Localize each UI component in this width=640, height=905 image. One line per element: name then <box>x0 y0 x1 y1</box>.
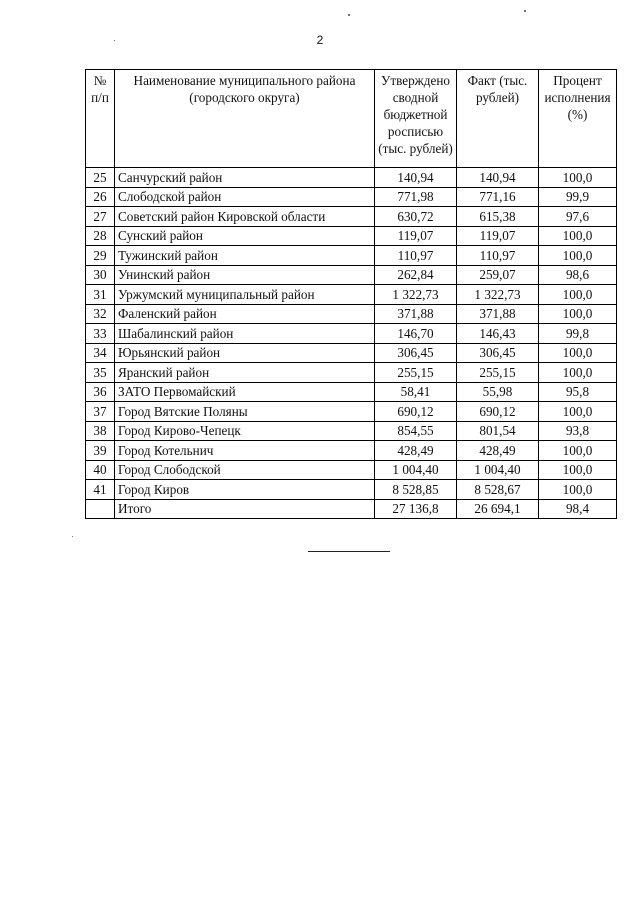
district-name: Сунский район <box>115 226 375 246</box>
approved-amount: 306,45 <box>375 343 457 363</box>
row-number: 32 <box>86 304 115 324</box>
row-number: 27 <box>86 207 115 227</box>
district-name: Уржумский муниципальный район <box>115 285 375 305</box>
separator-line <box>308 551 390 552</box>
row-number: 29 <box>86 246 115 266</box>
header-fact: Факт (тыс. рублей) <box>457 70 539 168</box>
table-row <box>86 207 617 227</box>
fact-amount: 771,16 <box>457 187 539 207</box>
execution-percent: 100,0 <box>539 343 617 363</box>
fact-amount: 428,49 <box>457 441 539 461</box>
district-name: Фаленский район <box>115 304 375 324</box>
fact-amount: 801,54 <box>457 421 539 441</box>
row-number: 35 <box>86 363 115 383</box>
approved-amount: 690,12 <box>375 402 457 422</box>
approved-amount: 854,55 <box>375 421 457 441</box>
approved-amount: 146,70 <box>375 324 457 344</box>
header-name: Наименование муниципального района (городского округа) <box>115 70 375 168</box>
scan-speck <box>348 14 350 16</box>
district-name: Советский район Кировской области <box>115 207 375 227</box>
scan-speck <box>114 40 115 41</box>
table-row <box>86 441 617 461</box>
row-number: 25 <box>86 168 115 188</box>
execution-percent: 97,6 <box>539 207 617 227</box>
execution-percent: 100,0 <box>539 402 617 422</box>
approved-amount: 630,72 <box>375 207 457 227</box>
fact-amount: 119,07 <box>457 226 539 246</box>
district-name: Тужинский район <box>115 246 375 266</box>
approved-amount: 1 322,73 <box>375 285 457 305</box>
district-name: Город Вятские Поляны <box>115 402 375 422</box>
table-row <box>86 324 617 344</box>
table-row <box>86 285 617 305</box>
table-row <box>86 304 617 324</box>
row-number: 31 <box>86 285 115 305</box>
table-row <box>86 382 617 402</box>
row-number <box>86 499 115 519</box>
district-name: ЗАТО Первомайский <box>115 382 375 402</box>
approved-amount: 771,98 <box>375 187 457 207</box>
budget-execution-table <box>85 69 617 519</box>
fact-amount: 690,12 <box>457 402 539 422</box>
fact-amount: 146,43 <box>457 324 539 344</box>
district-name: Город Кирово-Чепецк <box>115 421 375 441</box>
fact-amount: 55,98 <box>457 382 539 402</box>
row-number: 41 <box>86 480 115 500</box>
fact-amount: 1 322,73 <box>457 285 539 305</box>
total-row <box>86 499 617 519</box>
execution-percent: 99,9 <box>539 187 617 207</box>
header-percent: Процент исполнения (%) <box>539 70 617 168</box>
row-number: 33 <box>86 324 115 344</box>
execution-percent: 100,0 <box>539 480 617 500</box>
row-number: 36 <box>86 382 115 402</box>
execution-percent: 99,8 <box>539 324 617 344</box>
approved-amount: 1 004,40 <box>375 460 457 480</box>
row-number: 39 <box>86 441 115 461</box>
fact-amount: 8 528,67 <box>457 480 539 500</box>
row-number: 38 <box>86 421 115 441</box>
district-name: Слободской район <box>115 187 375 207</box>
fact-amount: 255,15 <box>457 363 539 383</box>
district-name: Шабалинский район <box>115 324 375 344</box>
district-name: Санчурский район <box>115 168 375 188</box>
approved-amount: 58,41 <box>375 382 457 402</box>
approved-amount: 371,88 <box>375 304 457 324</box>
approved-amount: 262,84 <box>375 265 457 285</box>
execution-percent: 100,0 <box>539 168 617 188</box>
fact-amount: 615,38 <box>457 207 539 227</box>
execution-percent: 100,0 <box>539 441 617 461</box>
fact-amount: 1 004,40 <box>457 460 539 480</box>
table-header-row <box>86 70 617 168</box>
header-number: № п/п <box>86 70 115 168</box>
approved-amount: 119,07 <box>375 226 457 246</box>
fact-amount: 371,88 <box>457 304 539 324</box>
district-name: Город Слободской <box>115 460 375 480</box>
approved-amount: 428,49 <box>375 441 457 461</box>
fact-amount: 26 694,1 <box>457 499 539 519</box>
execution-percent: 100,0 <box>539 363 617 383</box>
approved-amount: 255,15 <box>375 363 457 383</box>
table-row <box>86 363 617 383</box>
table-row <box>86 402 617 422</box>
execution-percent: 95,8 <box>539 382 617 402</box>
approved-amount: 27 136,8 <box>375 499 457 519</box>
execution-percent: 93,8 <box>539 421 617 441</box>
execution-percent: 98,4 <box>539 499 617 519</box>
row-number: 37 <box>86 402 115 422</box>
district-name: Город Котельнич <box>115 441 375 461</box>
execution-percent: 100,0 <box>539 304 617 324</box>
row-number: 40 <box>86 460 115 480</box>
approved-amount: 140,94 <box>375 168 457 188</box>
page-number: 2 <box>316 33 324 47</box>
district-name: Юрьянский район <box>115 343 375 363</box>
fact-amount: 306,45 <box>457 343 539 363</box>
approved-amount: 8 528,85 <box>375 480 457 500</box>
execution-percent: 100,0 <box>539 460 617 480</box>
scan-speck <box>72 536 73 537</box>
table-row <box>86 421 617 441</box>
table-row <box>86 168 617 188</box>
table-row <box>86 265 617 285</box>
district-name: Город Киров <box>115 480 375 500</box>
execution-percent: 100,0 <box>539 285 617 305</box>
scan-speck <box>524 10 526 12</box>
table-row <box>86 460 617 480</box>
district-name: Итого <box>115 499 375 519</box>
approved-amount: 110,97 <box>375 246 457 266</box>
table-row <box>86 343 617 363</box>
table-body <box>86 168 617 519</box>
table-row <box>86 480 617 500</box>
table-row <box>86 246 617 266</box>
row-number: 30 <box>86 265 115 285</box>
row-number: 26 <box>86 187 115 207</box>
table-row <box>86 187 617 207</box>
execution-percent: 100,0 <box>539 246 617 266</box>
row-number: 28 <box>86 226 115 246</box>
row-number: 34 <box>86 343 115 363</box>
fact-amount: 110,97 <box>457 246 539 266</box>
header-approved: Утверждено сводной бюджетной росписью (тыс. рублей) <box>375 70 457 168</box>
fact-amount: 259,07 <box>457 265 539 285</box>
district-name: Яранский район <box>115 363 375 383</box>
district-name: Унинский район <box>115 265 375 285</box>
execution-percent: 98,6 <box>539 265 617 285</box>
fact-amount: 140,94 <box>457 168 539 188</box>
table-row <box>86 226 617 246</box>
execution-percent: 100,0 <box>539 226 617 246</box>
